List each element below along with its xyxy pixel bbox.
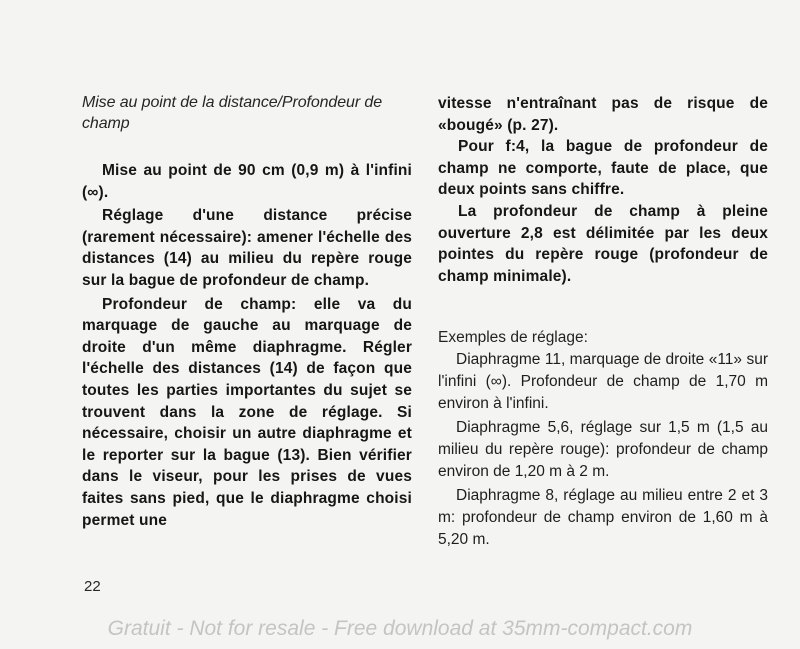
left-column <box>82 92 412 531</box>
examples-heading: Exemples de réglage: <box>438 329 588 347</box>
example-aperture-8: Diaphragme 8, réglage au milieu entre 2 et 3 m: profondeur de champ environ de 1,60 m à 5,20 m. <box>438 487 768 549</box>
right-column <box>438 93 768 551</box>
watermark-footer: Gratuit - Not for resale - Free download at 35mm-compact.com <box>107 617 693 640</box>
paragraph-depth-of-field: Profondeur de champ: elle va du marquage de gauche au marquage de droite d'un même diaphragme. Régler l'échelle des distances (14) de façon que toutes les parties importantes du sujet se trouvent dans la zone de réglage. Si nécessaire, choisir un autre diaphragme et le reporter sur la bague (13). Bien vérifier dans le viseur, pour les prises de vues faites sans pied, que le diaphragme choisi permet une <box>82 295 412 529</box>
section-heading: Mise au point de la distance/Profondeur de champ <box>82 94 382 132</box>
example-aperture-5-6: Diaphragme 5,6, réglage sur 1,5 m (1,5 au milieu du repère rouge): profondeur de champ environ de 1,20 m à 2 m. <box>438 419 768 481</box>
page-number: 22 <box>84 578 101 595</box>
paragraph-focus-range: Mise au point de 90 cm (0,9 m) à l'infini (∞). <box>82 162 412 201</box>
paragraph-precise-distance: Réglage d'une distance précise (rarement nécessaire): amener l'échelle des distances (14) au milieu du repère rouge sur la bague de profondeur de champ. <box>82 207 412 289</box>
paragraph-continuation: vitesse n'entraînant pas de risque de «bougé» (p. 27). <box>438 95 768 134</box>
paragraph-f4: Pour f:4, la bague de profondeur de champ ne comporte, faute de place, que deux points sans chiffre. <box>438 138 768 199</box>
example-aperture-11: Diaphragme 11, marquage de droite «11» sur l'infini (∞). Profondeur de champ de 1,70 m environ à l'infini. <box>438 351 768 413</box>
paragraph-full-aperture: La profondeur de champ à pleine ouverture 2,8 est délimitée par les deux pointes du repère rouge (profondeur de champ minimale). <box>438 202 768 285</box>
